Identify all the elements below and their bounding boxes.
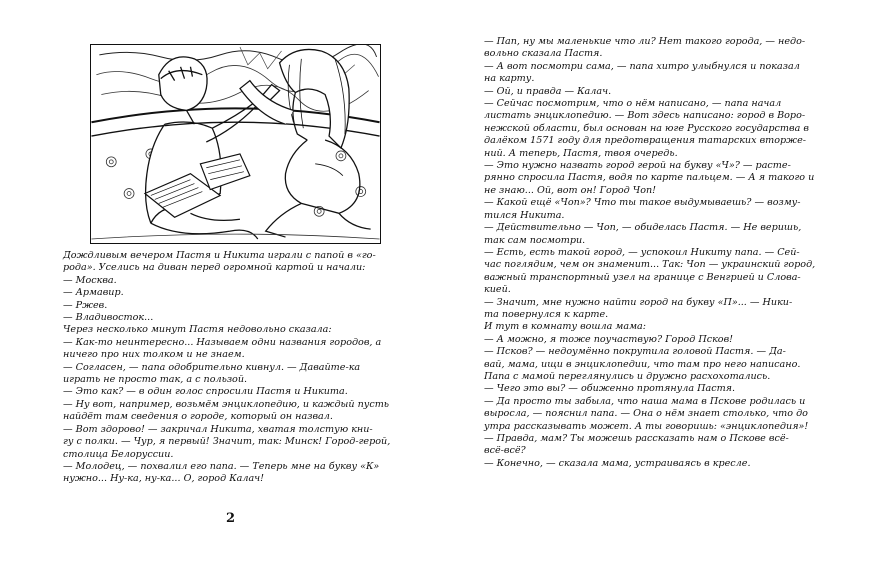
text-line: — Как-то неинтересно... Называем одни названия городов, а	[63, 336, 382, 348]
text-line: нежской области, был основан на юге Русского государства в	[484, 122, 809, 134]
text-line: не знаю... Ой, вот он! Город Чоп!	[484, 184, 657, 196]
text-line: — Сейчас посмотрим, что о нём написано, — папа начал	[484, 98, 782, 110]
text-line: — Это как? — в один голос спросили Пастя и Никита.	[63, 386, 348, 398]
text-line: — Псков? — недоумённо покрутила головой Пастя. — Да-	[484, 346, 786, 358]
text-line: — Действительно — Чоп, — обиделась Пастя. — Не веришь,	[484, 222, 802, 234]
text-line: далёком 1571 году для предотвращения татарских вторже-	[484, 135, 806, 147]
right-page-text	[484, 36, 816, 470]
text-line: — Ну вот, например, возьмём энциклопедию, и каждый пусть	[63, 398, 390, 410]
text-line: Папа с мамой переглянулись и дружно расхохотались.	[484, 370, 771, 382]
text-line: — Владивосток...	[63, 312, 154, 324]
text-line: та повернулся к карте.	[484, 308, 609, 320]
text-line: — А вот посмотри сама, — папа хитро улыбнулся и показал	[484, 60, 800, 72]
text-line: — Какой ещё «Чоп»? Что ты такое выдумываешь? — возму-	[484, 197, 801, 209]
illustration-drawing	[91, 45, 380, 243]
text-line: гу с полки. — Чур, я первый! Значит, так: Минск! Город-герой,	[63, 436, 391, 448]
text-line: — Правда, мам? Ты можешь рассказать нам о Пскове всё-	[484, 433, 789, 444]
text-line: рянно спросила Пастя, водя по карте пальцем. — А я такого и	[484, 172, 815, 184]
text-line: — Конечно, — сказала мама, устраиваясь в кресле.	[484, 457, 751, 469]
text-line: час поглядим, чем он знаменит... Так: Чоп — украинский город,	[484, 259, 816, 271]
text-line: — Пап, ну мы маленькие что ли? Нет такого города, — недо-	[484, 36, 806, 47]
text-line: нужно... Ну-ка, ну-ка... О, город Калач!	[63, 473, 265, 485]
text-line: — Это нужно назвать город герой на букву «Ч»? — расте-	[484, 160, 791, 172]
text-line: — Москва.	[63, 274, 117, 286]
text-line: ничего про них толком и не знаем.	[63, 349, 245, 361]
text-line: — Да просто ты забыла, что наша мама в Пскове родилась и	[484, 395, 806, 407]
text-line: выросла, — пояснил папа. — Она о нём знает столько, что до	[484, 408, 808, 420]
left-page-text	[63, 250, 391, 486]
text-line: найдёт там сведения о городе, который он назвал.	[63, 411, 333, 423]
text-line: всё-всё?	[484, 445, 526, 457]
text-line: столица Белоруссии.	[63, 448, 174, 460]
text-line: — Вот здорово! — закричал Никита, хватая толстую кни-	[63, 423, 373, 435]
text-line: тился Никита.	[484, 209, 565, 221]
text-line: — Значит, мне нужно найти город на букву «П»... — Ники-	[484, 296, 793, 308]
text-line: — Чего это вы? — обиженно протянула Пастя.	[484, 383, 736, 395]
children-map-illustration	[90, 44, 381, 244]
text-line: — А можно, я тоже поучаствую? Город Псков!	[484, 333, 734, 345]
text-line: Дождливым вечером Пастя и Никита играли с папой в «го-	[63, 250, 376, 261]
text-line: — Армавир.	[63, 287, 124, 299]
text-line: рода». Уселись на диван перед огромной картой и начали:	[63, 262, 366, 274]
text-line: — Ржев.	[63, 299, 108, 311]
text-line: вольно сказала Пастя.	[484, 48, 603, 60]
text-line: — Согласен, — папа одобрительно кивнул. — Давайте-ка	[63, 361, 361, 373]
text-line: вай, мама, ищи в энциклопедии, что там про него написано.	[484, 358, 801, 370]
text-line: ний. А теперь, Пастя, твоя очередь.	[484, 147, 678, 159]
text-line: Через несколько минут Пастя недовольно сказала:	[63, 324, 332, 336]
text-line: играть не просто так, а с пользой.	[63, 374, 248, 386]
text-line: так сам посмотри.	[484, 234, 586, 246]
text-line: И тут в комнату вошла мама:	[484, 321, 646, 333]
text-line: листать энциклопедию. — Вот здесь написано: город в Воро-	[484, 110, 806, 122]
text-line: — Есть, есть такой город, — успокоил Никиту папа. — Сей-	[484, 246, 800, 258]
text-line: — Ой, и правда — Калач.	[484, 85, 612, 97]
text-line: кией.	[484, 284, 511, 296]
page-number: 2	[226, 511, 236, 526]
text-line: важный транспортный узел на границе с Венгрией и Слова-	[484, 271, 801, 283]
text-line: утра рассказывать может. А ты говоришь: «энциклопедия»!	[484, 420, 809, 432]
text-line: на карту.	[484, 73, 535, 85]
text-line: — Молодец, — похвалил его папа. — Теперь мне на букву «К»	[63, 460, 380, 472]
